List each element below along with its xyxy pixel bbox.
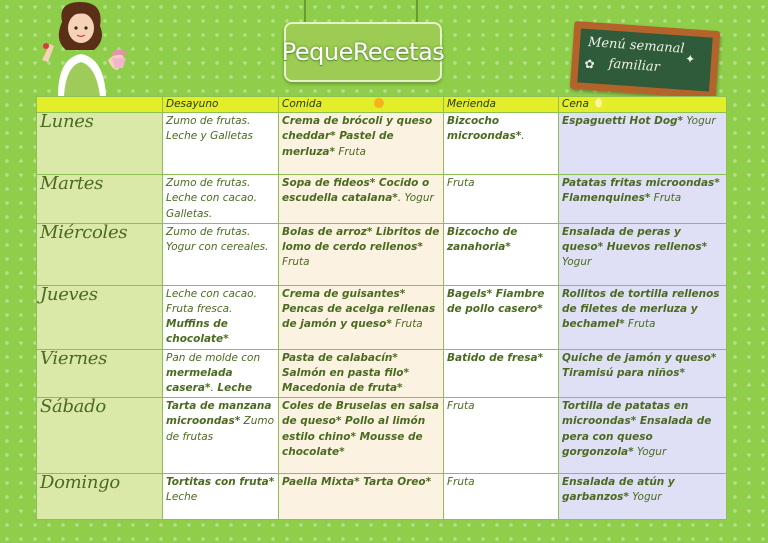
meal-text: Macedonia de fruta* — [282, 382, 403, 395]
header-cena-label: Cena — [562, 98, 589, 110]
meal-text: . Yogur — [397, 192, 434, 205]
meal-text: Crema de guisantes* — [282, 287, 406, 300]
day-cell — [37, 398, 163, 474]
meal-text: Flamenquines* — [562, 192, 651, 205]
meal-cell-cena — [559, 285, 727, 349]
menu-row-day — [37, 113, 727, 175]
chef-illustration — [28, 0, 138, 96]
header-comida — [279, 97, 444, 113]
meal-text: Bizcocho de zanahoria* — [447, 225, 518, 254]
meal-cell-cena — [559, 223, 727, 285]
meal-cell-cena — [559, 113, 727, 175]
meal-text: Fruta — [447, 400, 475, 413]
meal-text: Coles de Bruselas en salsa de queso* — [282, 400, 439, 428]
header-cena — [559, 97, 727, 113]
meal-text: Fruta — [447, 476, 475, 489]
meal-text: . — [521, 130, 525, 143]
meal-text: Salmón en pasta filo* — [282, 366, 409, 379]
meal-text: Pasta de calabacín* — [282, 351, 398, 364]
day-cell — [37, 223, 163, 285]
meal-text: Ensalada de peras y queso* — [562, 225, 681, 254]
meal-text: Leche — [213, 382, 253, 395]
meal-cell-comida — [279, 349, 444, 398]
day-name: Sábado — [40, 396, 106, 418]
meal-cell-merienda — [444, 349, 559, 398]
meal-text: Yogur — [628, 491, 662, 504]
meal-text: Bagels* — [447, 287, 493, 300]
meal-cell-desayuno — [163, 349, 279, 398]
meal-cell-merienda — [444, 398, 559, 474]
header-desayuno — [163, 97, 279, 113]
meal-text: Zumo de frutas — [166, 415, 275, 443]
header-comida-label: Comida — [282, 98, 323, 110]
meal-text: Tortitas con fruta* — [166, 476, 275, 489]
meal-text: Paella Mixta* — [282, 476, 360, 489]
meal-text: Tarta de manzana microondas* — [166, 400, 272, 428]
meal-cell-desayuno — [163, 398, 279, 474]
meal-cell-comida — [279, 113, 444, 175]
meal-text: Zumo de frutas. — [166, 177, 251, 190]
star-doodle-icon: ✦ — [684, 51, 696, 67]
menu-row-day — [37, 223, 727, 285]
meal-text: Fruta — [335, 145, 366, 158]
meal-cell-comida — [279, 398, 444, 474]
meal-text: Pastel de merluza* — [282, 130, 394, 158]
meal-text: Fruta — [447, 177, 475, 190]
menu-row-day — [37, 398, 727, 474]
menu-row-day — [37, 349, 727, 398]
day-name: Lunes — [40, 111, 94, 133]
meal-text: Sopa de fideos* — [282, 177, 376, 190]
menu-row-day — [37, 474, 727, 520]
meal-text: Fruta — [624, 318, 656, 331]
meal-text: Galletas. — [166, 207, 213, 220]
meal-text: Pan de molde con — [166, 351, 261, 364]
meal-text: Leche — [166, 491, 198, 504]
meal-text: Fruta — [282, 256, 310, 269]
meal-text: Pollo al limón estilo chino* — [282, 415, 426, 443]
meal-cell-desayuno — [163, 175, 279, 224]
meal-text: Fruta fresca. — [166, 303, 233, 316]
header-merienda-label: Merienda — [447, 98, 496, 110]
menu-body — [37, 113, 727, 520]
brand-logo-sign — [281, 0, 445, 84]
meal-text: Fiambre de pollo casero* — [447, 287, 545, 316]
meal-cell-merienda — [444, 113, 559, 175]
meal-text: Yogur — [562, 256, 592, 269]
brand-logo-text: PequeRecetas — [281, 38, 445, 66]
day-name: Martes — [40, 173, 104, 195]
chalkboard-title-line2: familiar — [608, 56, 661, 76]
meal-text: Bizcocho microondas* — [447, 115, 522, 143]
meal-text: Tortilla de patatas en microondas* — [562, 400, 689, 428]
meal-text: Batido de fresa* — [447, 351, 544, 364]
meal-text: Leche con cacao. — [166, 287, 257, 300]
meal-text: Quiche de jamón y queso* — [562, 351, 717, 364]
meal-cell-desayuno — [163, 474, 279, 520]
meal-text: Bolas de arroz* — [282, 225, 373, 238]
moon-icon — [595, 98, 605, 108]
meal-text: Cocido o escudella catalana* — [282, 177, 430, 205]
meal-text: Rollitos de tortilla rellenos de filetes de merluza y bechamel* — [562, 287, 720, 331]
meal-text: Yogur — [633, 445, 667, 458]
day-cell — [37, 285, 163, 349]
chalkboard-surface — [577, 28, 712, 91]
meal-cell-comida — [279, 175, 444, 224]
meal-text: Zumo de frutas. — [166, 225, 251, 238]
meal-cell-comida — [279, 474, 444, 520]
meal-cell-merienda — [444, 175, 559, 224]
meal-cell-comida — [279, 285, 444, 349]
meal-cell-cena — [559, 349, 727, 398]
header-merienda — [444, 97, 559, 113]
meal-text: Huevos rellenos* — [603, 241, 708, 254]
meal-text: mermelada casera* — [166, 366, 233, 395]
meal-cell-desayuno — [163, 223, 279, 285]
meal-cell-cena — [559, 175, 727, 224]
meal-text: Espaguetti Hot Dog* — [562, 115, 684, 128]
meal-cell-merienda — [444, 285, 559, 349]
menu-row-day — [37, 175, 727, 224]
meal-text: . — [210, 382, 214, 395]
meal-cell-merienda — [444, 223, 559, 285]
day-name: Miércoles — [40, 221, 128, 243]
sun-icon — [374, 98, 384, 108]
meal-text: Muffins de chocolate* — [166, 318, 229, 346]
meal-text: Yogur — [683, 115, 716, 128]
meal-text: Pencas de acelga rellenas de jamón y queso* — [282, 303, 436, 331]
meal-text: Zumo de frutas. — [166, 115, 251, 128]
meal-text: Tiramisú para niños* — [562, 366, 685, 379]
meal-text: Fruta — [391, 318, 423, 331]
meal-text: Mousse de chocolate* — [282, 430, 423, 458]
meal-text: Crema de brócoli y queso cheddar* — [282, 115, 433, 143]
meal-cell-cena — [559, 398, 727, 474]
meal-text: Tarta Oreo* — [359, 476, 432, 489]
meal-text: Ensalada de pera con queso gorgonzola* — [562, 415, 712, 458]
meal-text: Ensalada de atún y garbanzos* — [562, 476, 675, 504]
meal-cell-merienda — [444, 474, 559, 520]
weekly-menu-table — [36, 96, 727, 520]
day-cell — [37, 349, 163, 398]
meal-text: Libritos de lomo de cerdo rellenos* — [282, 225, 440, 254]
day-cell — [37, 113, 163, 175]
meal-text: Patatas fritas microondas* — [562, 177, 720, 190]
day-name: Viernes — [40, 347, 108, 369]
chalkboard-title-line1: Menú semanal — [587, 35, 685, 57]
meal-text: Leche y Galletas — [166, 130, 253, 143]
meal-cell-cena — [559, 474, 727, 520]
day-cell — [37, 474, 163, 520]
meal-cell-comida — [279, 223, 444, 285]
day-name: Jueves — [40, 283, 98, 305]
meal-text: Yogur con cereales. — [166, 241, 269, 254]
day-cell — [37, 175, 163, 224]
meal-text: Fruta — [650, 192, 682, 205]
menu-header-row — [37, 97, 727, 113]
header-desayuno-label: Desayuno — [166, 98, 219, 110]
chalkboard-sign — [570, 21, 720, 99]
meal-text: Leche con cacao. — [166, 192, 257, 205]
day-name: Domingo — [40, 472, 120, 494]
flower-doodle-icon: ✿ — [584, 56, 596, 72]
meal-cell-desayuno — [163, 285, 279, 349]
meal-cell-desayuno — [163, 113, 279, 175]
brand-logo — [281, 22, 445, 82]
menu-row-day — [37, 285, 727, 349]
